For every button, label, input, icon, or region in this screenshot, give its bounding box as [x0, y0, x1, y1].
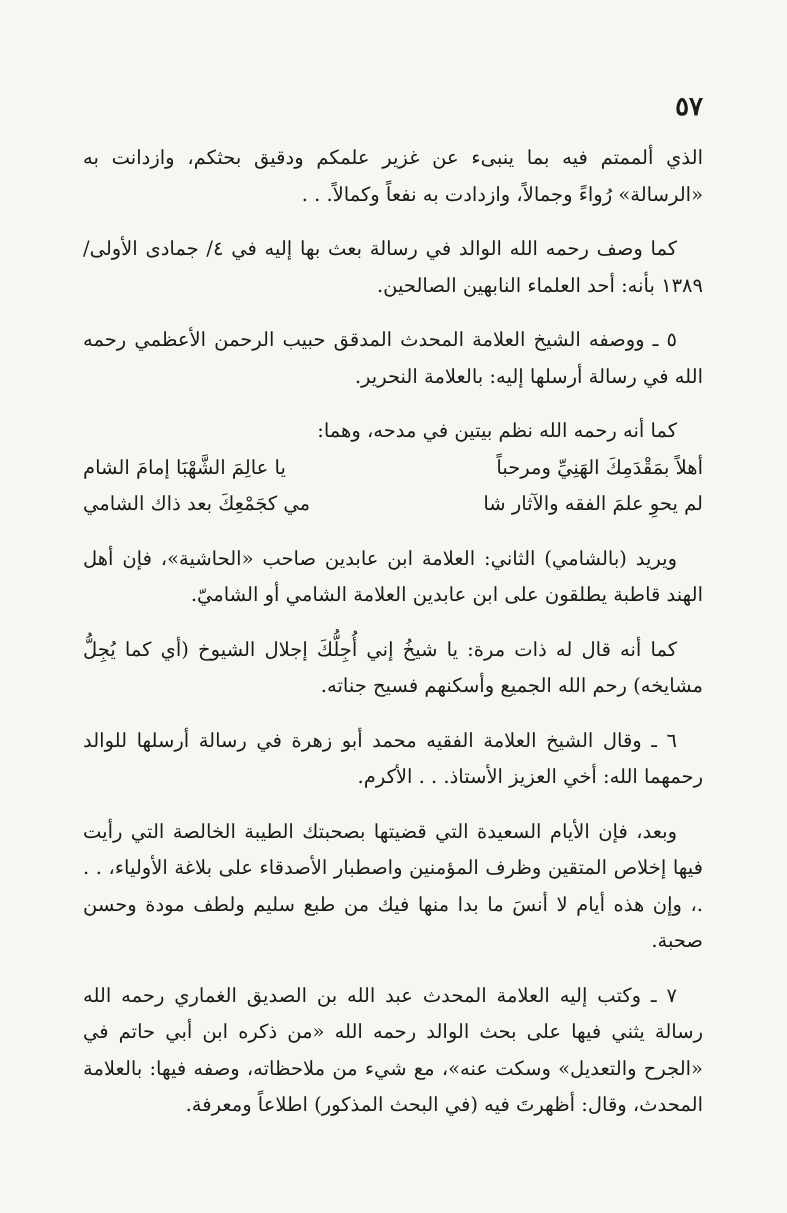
poem-line-2-right: لم يحوِ علمَ الفقه والآثار شا — [483, 492, 703, 515]
poem-line-2-left: مي كجَمْعِكَ بعد ذاك الشامي — [83, 492, 311, 515]
poem-line-1-left: يا عالِمَ الشَّهْبَا إمامَ الشام — [83, 455, 286, 479]
page-number: ٥٧ — [675, 92, 703, 122]
paragraph-2: كما وصف رحمه الله الوالد في رسالة بعث بها إليه في ٤/ جمادى الأولى/١٣٨٩ بأنه: أحد العلماء النابهين الصالحين. — [83, 237, 703, 297]
paragraph-8: وبعد، فإن الأيام السعيدة التي قضيتها بصحبتك الطيبة الخالصة التي رأيت فيها إخلاص المتقين وظرف المؤمنين واصطبار الأصدقاء على بلاغة الأولياء، . . .، وإن هذه أيام لا أنسَ ما بدا منها فيك من طبع سليم ولطف مودة وحسن صحبة. — [83, 819, 703, 952]
poem-line-1 — [83, 450, 703, 487]
paragraph-6: كما أنه قال له ذات مرة: يا شيخُ إني أُجِلُّكَ إجلال الشيوخ (أي كما يُجِلُّ مشايخه) رحم الله الجميع وأسكنهم فسيح جناته. — [83, 637, 703, 697]
page-content — [83, 140, 703, 1142]
poem-line-1-right: أهلاً بمَقْدَمِكَ الهَنِيِّ ومرحباً — [496, 455, 703, 479]
paragraph-9: ٧ ـ وكتب إليه العلامة المحدث عبد الله بن الصديق الغماري رحمه الله رسالة يثني فيها على بحث الوالد رحمه الله «من ذكره ابن أبي حاتم في «الجرح والتعديل» وسكت عنه»، مع شيء من ملاحظاته، وصفه فيها: بالعلامة المحدث، وقال: أظهرتَ فيه (في البحث المذكور) اطلاعاً ومعرفة. — [83, 983, 703, 1116]
paragraph-4: كما أنه رحمه الله نظم بيتين في مدحه، وهما: — [317, 419, 677, 442]
paragraph-5: ويريد (بالشامي) الثاني: العلامة ابن عابدين صاحب «الحاشية»، فإن أهل الهند قاطبة يطلقون على ابن عابدين العلامة الشامي أو الشاميّ. — [83, 546, 703, 606]
poem-line-2 — [83, 486, 703, 523]
paragraph-1: الذي ألممتم فيه بما ينبىء عن غزير علمكم ودقيق بحثكم، وازدانت به «الرسالة» رُواءً وجمالاً، وازدادت به نفعاً وكمالاً. . . — [83, 146, 703, 206]
poem — [83, 450, 703, 523]
paragraph-3: ٥ ـ ووصفه الشيخ العلامة المحدث المدقق حبيب الرحمن الأعظمي رحمه الله في رسالة أرسلها إليه: بالعلامة النحرير. — [83, 328, 703, 388]
paragraph-7: ٦ ـ وقال الشيخ العلامة الفقيه محمد أبو زهرة في رسالة أرسلها للوالد رحمهما الله: أخي العزيز الأستاذ. . . الأكرم. — [83, 728, 703, 788]
